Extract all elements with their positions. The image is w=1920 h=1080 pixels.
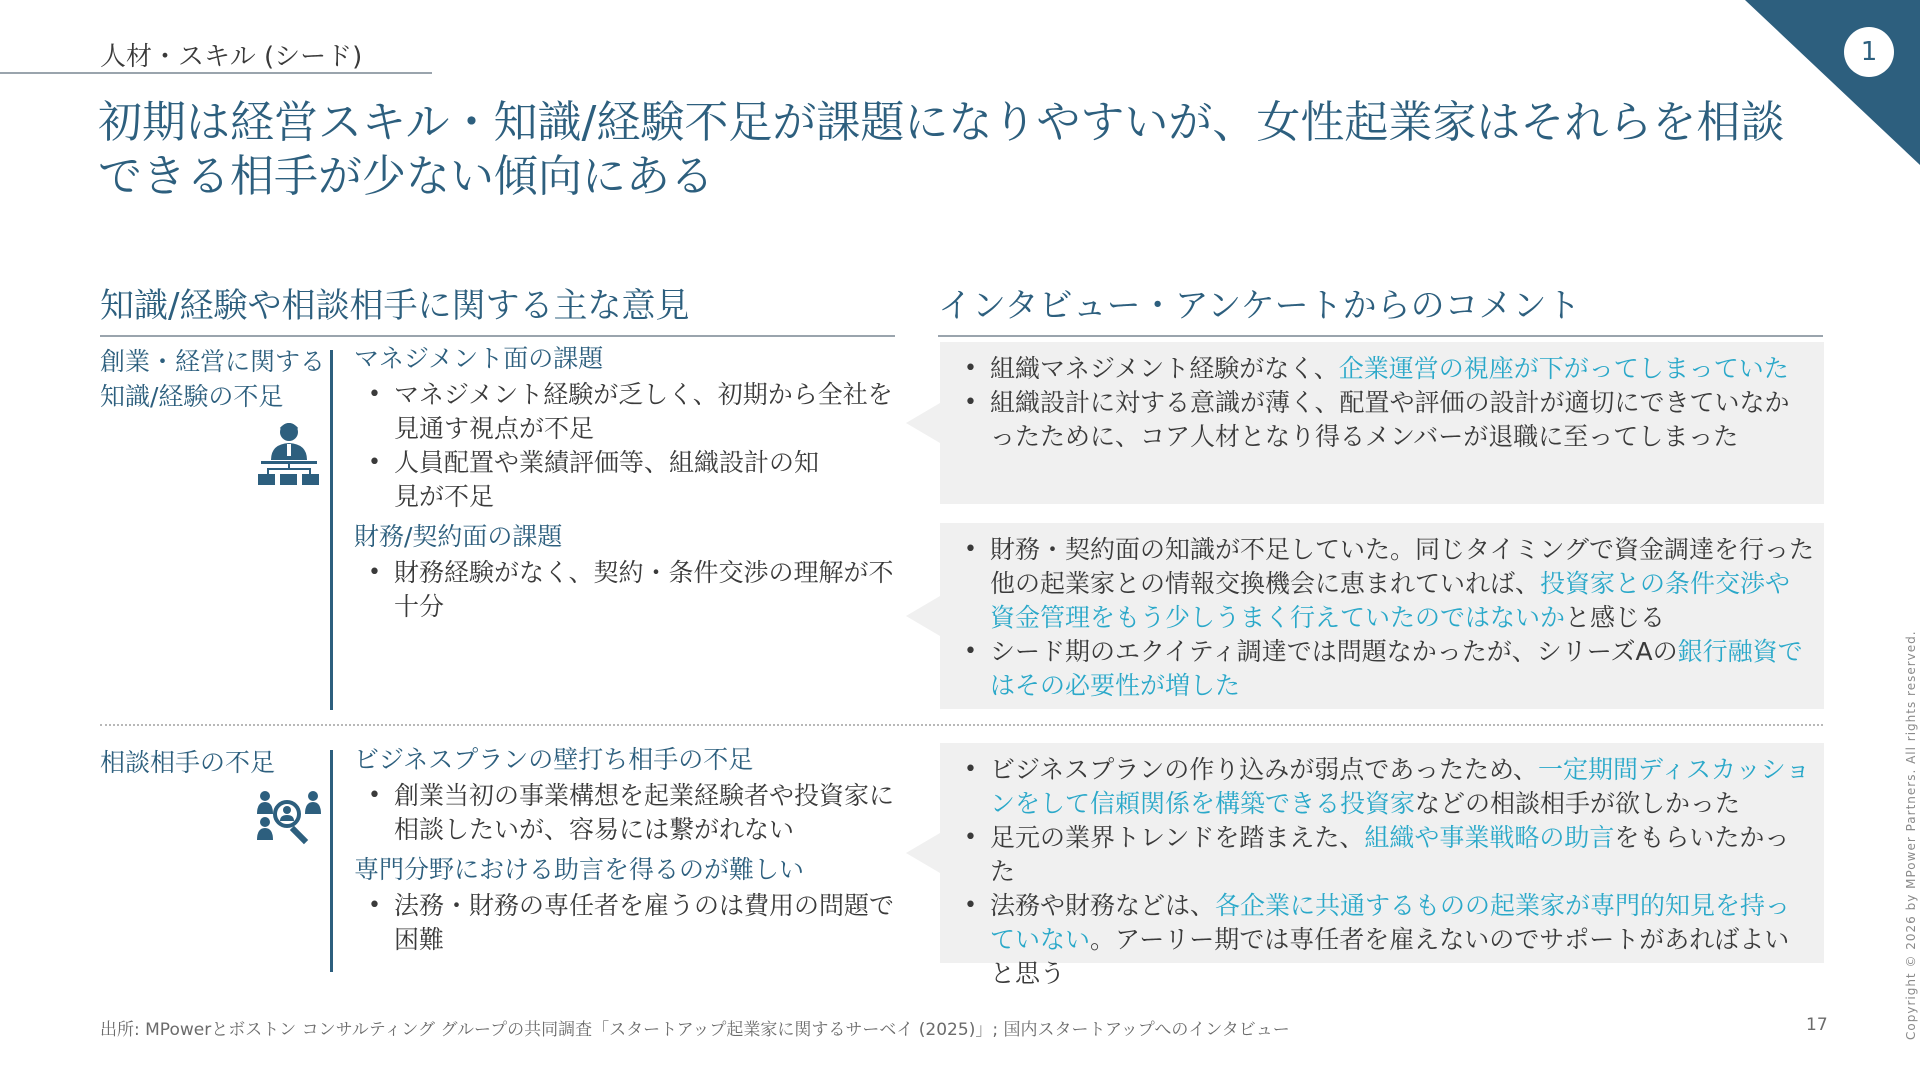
comment-box-advisors bbox=[940, 743, 1824, 988]
comment-highlight: 銀行融資ではその必要性が増した bbox=[990, 637, 1803, 700]
issue-heading: マネジメント面の課題 bbox=[354, 344, 604, 373]
copyright-notice: Copyright © 2026 by MPower Partners. All rights reserved. bbox=[1904, 630, 1918, 1040]
comment-item: • シード期のエクイティ調達では問題なかったが、シリーズAの銀行融資ではその必要性が増した bbox=[950, 635, 1814, 703]
comment-highlight: 組織や事業戦略の助言 bbox=[1364, 823, 1615, 852]
issue-bullet: • 創業当初の事業構想を起業経験者や投資家に相談したいが、容易には繋がれない bbox=[354, 779, 894, 847]
comment-item: • 財務・契約面の知識が不足していた。同じタイミングで資金調達を行った他の起業家との情報交換機会に恵まれていれば、投資家との条件交渉や資金管理をもう少しうまく行えていたのではないかと感じる bbox=[950, 533, 1814, 635]
comment-item: • 組織設計に対する意識が薄く、配置や評価の設計が適切にできていなかったために、コア人材となり得るメンバーが退職に至ってしまった bbox=[950, 386, 1814, 454]
category-label-line: 相談相手の不足 bbox=[100, 748, 276, 777]
page-badge: 1 bbox=[1844, 27, 1894, 77]
page-title: 初期は経営スキル・知識/経験不足が課題になりやすいが、女性起業家はそれらを相談できる相手が少ない傾向にある bbox=[98, 97, 1785, 202]
issue-heading: ビジネスプランの壁打ち相手の不足 bbox=[354, 745, 754, 774]
issue-heading: 専門分野における助言を得るのが難しい bbox=[354, 855, 805, 884]
manager-org-chart-icon bbox=[257, 420, 321, 490]
comment-item: • ビジネスプランの作り込みが弱点であったため、一定期間ディスカッションをして信頼関係を構築できる投資家などの相談相手が欲しかった bbox=[950, 753, 1814, 821]
right-column-heading: インタビュー・アンケートからのコメント bbox=[938, 278, 1823, 337]
issue-finance bbox=[354, 520, 894, 624]
category-label-line: 創業・経営に関する bbox=[100, 347, 326, 376]
section-rule bbox=[0, 72, 432, 74]
category-divider-bar bbox=[330, 350, 333, 710]
issue-bullet: • マネジメント経験が乏しく、初期から全社を見通す視点が不足 bbox=[354, 378, 894, 446]
comment-highlight: 投資家との条件交渉や資金管理をもう少しうまく行えていたのではないか bbox=[990, 569, 1791, 632]
category-label-knowledge bbox=[100, 344, 325, 414]
issue-bullet: • 法務・財務の専任者を雇うのは費用の問題で困難 bbox=[354, 889, 894, 957]
comment-highlight: 企業運営の視座が下がってしまっていた bbox=[1338, 354, 1789, 383]
issue-business-plan bbox=[354, 743, 894, 847]
category-label-line: 知識/経験の不足 bbox=[100, 382, 284, 411]
comment-box-finance bbox=[940, 523, 1824, 709]
comment-highlight: 各企業に共通するものの起業家が専門的知見を持っていない bbox=[990, 891, 1791, 954]
issue-bullet: • 人員配置や業績評価等、組織設計の知見が不足 bbox=[354, 446, 834, 514]
category-divider-bar bbox=[330, 750, 333, 972]
section-tag: 人材・スキル (シード) bbox=[100, 42, 363, 72]
section-divider-dotted bbox=[100, 724, 1823, 726]
comment-item: • 法務や財務などは、各企業に共通するものの起業家が専門的知見を持っていない。アーリー期では専任者を雇えないのでサポートがあればよいと思う bbox=[950, 889, 1814, 991]
comment-item: • 組織マネジメント経験がなく、企業運営の視座が下がってしまっていた bbox=[950, 352, 1814, 386]
comment-box-management bbox=[940, 342, 1824, 504]
comment-item: • 足元の業界トレンドを踏まえた、組織や事業戦略の助言をもらいたかった bbox=[950, 821, 1814, 889]
issue-bullet: • 財務経験がなく、契約・条件交渉の理解が不十分 bbox=[354, 556, 894, 624]
people-search-icon bbox=[257, 786, 321, 852]
category-label-advisors bbox=[100, 745, 275, 780]
comment-highlight: 一定期間ディスカッションをして信頼関係を構築できる投資家 bbox=[990, 755, 1811, 818]
issue-management bbox=[354, 342, 894, 514]
page-number: 17 bbox=[1806, 1015, 1828, 1035]
left-column-heading: 知識/経験や相談相手に関する主な意見 bbox=[100, 278, 895, 337]
issue-expert-advice bbox=[354, 853, 894, 957]
issue-heading: 財務/契約面の課題 bbox=[354, 522, 563, 551]
footer-source: 出所: MPowerとボストン コンサルティング グループの共同調査「スタートアップ起業家に関するサーベイ (2025)」; 国内スタートアップへのインタビュー bbox=[100, 1020, 1290, 1040]
